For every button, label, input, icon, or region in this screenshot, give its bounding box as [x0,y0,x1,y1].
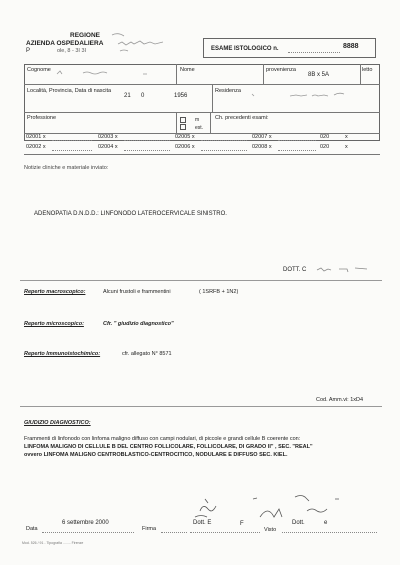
origin-label: provenienza [266,67,296,73]
code-row2-extra: 020 [320,144,330,150]
redacted-surname [55,68,155,78]
code-07: 02007 x [252,134,272,140]
dotline [124,140,170,141]
dotline [190,532,260,533]
bed-label: letto [362,67,373,73]
redacted-doctor [315,265,375,275]
code-04: 02004 x [98,144,118,150]
grid-line [210,112,211,133]
grid-line [176,64,177,84]
code-06: 02006 x [175,144,195,150]
redacted-scribble [100,30,195,58]
doctor-1: Dott. E [193,520,212,526]
dotline [282,532,377,533]
dotline [278,140,316,141]
signature-label: Firma [142,526,157,532]
exam-number-dotline [288,52,340,53]
exam-number: 8888 [343,43,359,50]
clinical-doctor: DOTT. C [283,267,307,273]
micro-text: Cfr. " giudizio diagnostico" [103,321,174,327]
redacted-residence [250,90,360,102]
dotline [124,150,170,151]
dotline [42,532,134,533]
profession-label: Professione [27,115,57,121]
name-label: Nome [180,67,195,73]
diagnosis-line-3: ovvero LINFOMA MALIGNO CENTROBLASTICO-CENTROCITICO, NODULARE E DIFFUSO SEC. KIEL. [24,452,288,458]
doctor-2-suffix: e [324,520,328,526]
grid-line [24,84,380,85]
diagnosis-label: GIUDIZIO DIAGNOSTICO: [24,420,91,426]
residence-label: Residenza [215,88,241,94]
grid-line [360,64,361,84]
code-01: 02001 x [26,134,46,140]
birth-day: 21 [124,93,131,99]
micro-label: Reperto microscopico: [24,321,84,327]
clinical-label: Notizie cliniche e materiale inviato: [24,165,109,171]
immuno-label: Reperto Immunoistochimico: [24,351,101,357]
dotline [52,140,92,141]
doctor-2: Dott. [292,520,305,526]
code-row1-x: x [345,134,348,140]
code-row1-extra: 020 [320,134,330,140]
dotline [52,150,92,151]
exam-label: ESAME ISTOLOGICO n. [211,46,279,52]
dotline [201,140,247,141]
macro-code: ( 1SRFB + 1N2) [199,289,239,295]
sex-m-checkbox[interactable] [180,117,186,123]
dotline [201,150,247,151]
date-value: 6 settembre 2000 [62,520,109,526]
date-label: Data [26,526,38,532]
sex-m-label: m [195,117,200,123]
hospital-address: P [26,48,31,54]
grid-line [212,84,213,112]
visto-label: Visto [264,527,277,533]
surname-label: Cognome [27,67,51,73]
immuno-text: cfr. allegato N° 8571 [122,351,172,357]
code-02: 02002 x [26,144,46,150]
grid-line [24,112,380,113]
code-05: 02005 x [175,134,195,140]
origin-value: 8B x 5A [308,72,330,78]
grid-line [24,154,380,155]
birth-month: 0 [141,93,145,99]
previous-exams-label: Ch. precedenti esami: [215,115,269,121]
birth-year: 1956 [174,93,188,99]
clinical-text: ADENOPATIA D.N.D.D.: LINFONODO LATEROCERVICALE SINISTRO. [34,211,227,217]
admin-code: Cod. Amm.vi: 1xD4 [316,397,364,403]
macro-text: Alcuni frustoli e frammentini [103,289,171,295]
grid-line [176,112,177,133]
dotline [161,532,187,533]
separator [20,280,382,281]
region-label: REGIONE [70,32,100,39]
code-row2-x: x [345,144,348,150]
hospital-address-fragment: ole, 8 - 3I 3I [57,48,87,54]
doctor-1-initial: F [240,521,244,527]
birth-label: Località, Provincia, Data di nascita [27,88,112,94]
hospital-name: AZIENDA OSPEDALIERA [26,40,104,47]
printer-note: Mod. 526 / 91 - Tipografia ........ Firenze [22,541,84,545]
diagnosis-line-1: Frammenti di linfonodo con linfoma maligno diffuso con campi nodulari, di piccole e grandi cellule B coerente con: [24,436,301,442]
separator [20,406,382,407]
code-08: 02008 x [252,144,272,150]
sex-f-label: est. [195,125,204,131]
code-03: 02003 x [98,134,118,140]
sex-f-checkbox[interactable] [180,124,186,130]
macro-label: Reperto macroscopico: [24,289,86,295]
grid-line [263,64,264,84]
diagnosis-line-2: LINFOMA MALIGNO DI CELLULE B DEL CENTRO FOLLICOLARE, FOLLICOLARE, DI GRADO II" , SEC. "REAL" [24,444,313,450]
dotline [278,150,316,151]
